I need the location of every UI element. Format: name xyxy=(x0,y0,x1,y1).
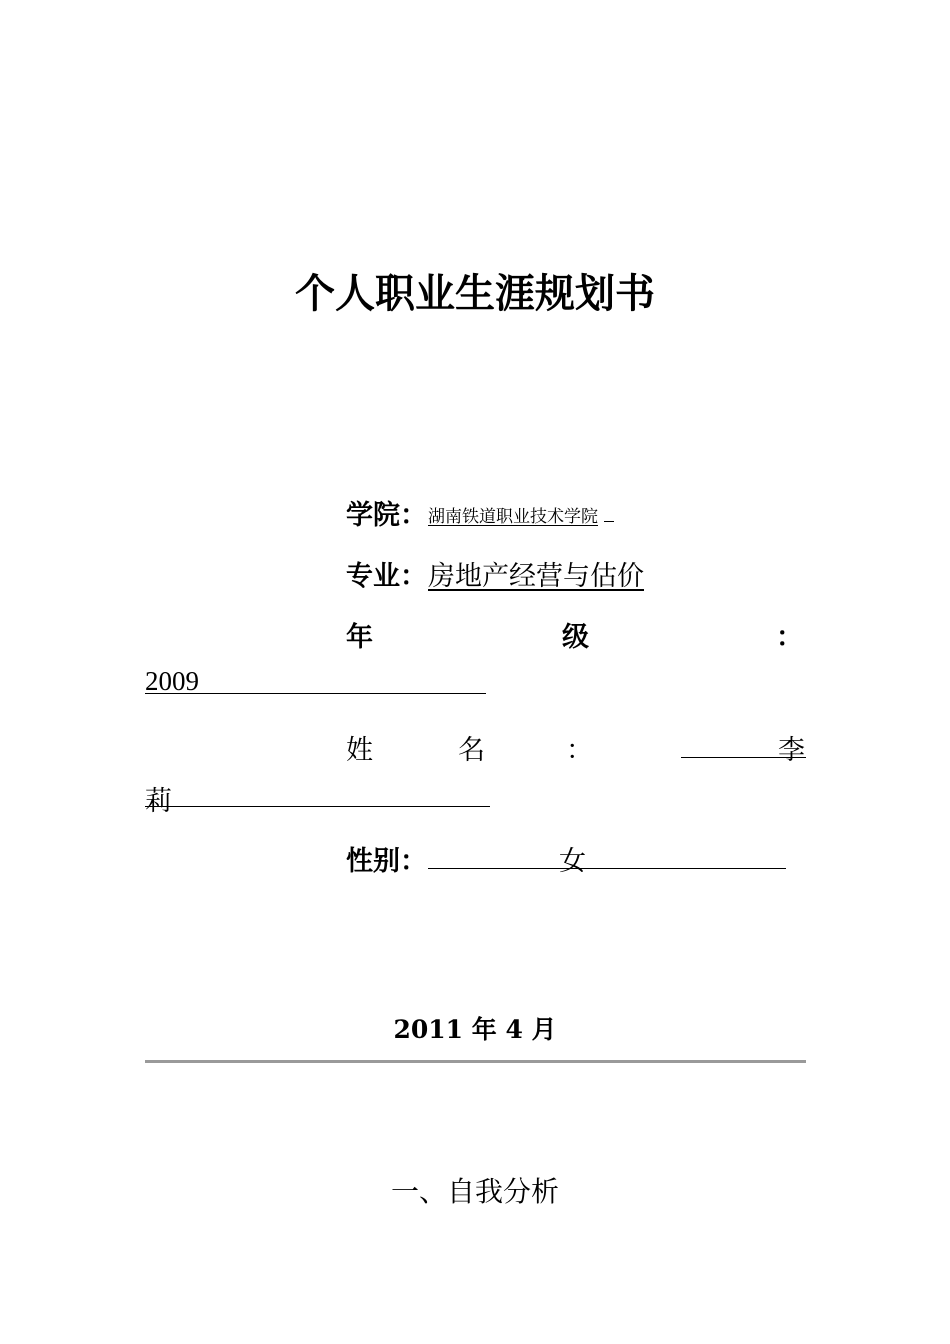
college-label: 学院： xyxy=(346,500,427,531)
gender-underline xyxy=(428,868,786,869)
gender-label: 性别： xyxy=(346,846,427,877)
grade-underline xyxy=(145,693,486,694)
document-title: 个人职业生涯规划书 xyxy=(295,270,655,317)
college-underline xyxy=(604,521,614,522)
grade-label-char-2: 级 xyxy=(562,622,589,653)
name-label-char-1: 姓 xyxy=(346,735,373,766)
name-underline-second xyxy=(145,806,490,807)
name-value-first-char: 李 xyxy=(778,735,805,766)
name-label-char-2: 名 xyxy=(458,735,485,766)
section-heading-self-analysis: 一、自我分析 xyxy=(390,1175,559,1208)
document-date: 2011 年 4 月 xyxy=(393,1015,557,1044)
gender-value: 女 xyxy=(559,846,586,877)
grade-value: 2009 xyxy=(145,666,199,696)
page-divider xyxy=(145,1060,806,1063)
name-label-colon: ： xyxy=(566,735,593,766)
name-value-second-char: 莉 xyxy=(145,786,172,817)
college-value: 湖南铁道职业技术学院 xyxy=(428,507,598,527)
major-value: 房地产经营与估价 xyxy=(428,561,644,592)
grade-label-colon: ： xyxy=(776,622,803,653)
major-label: 专业： xyxy=(346,561,427,592)
grade-label-char-1: 年 xyxy=(346,622,373,653)
